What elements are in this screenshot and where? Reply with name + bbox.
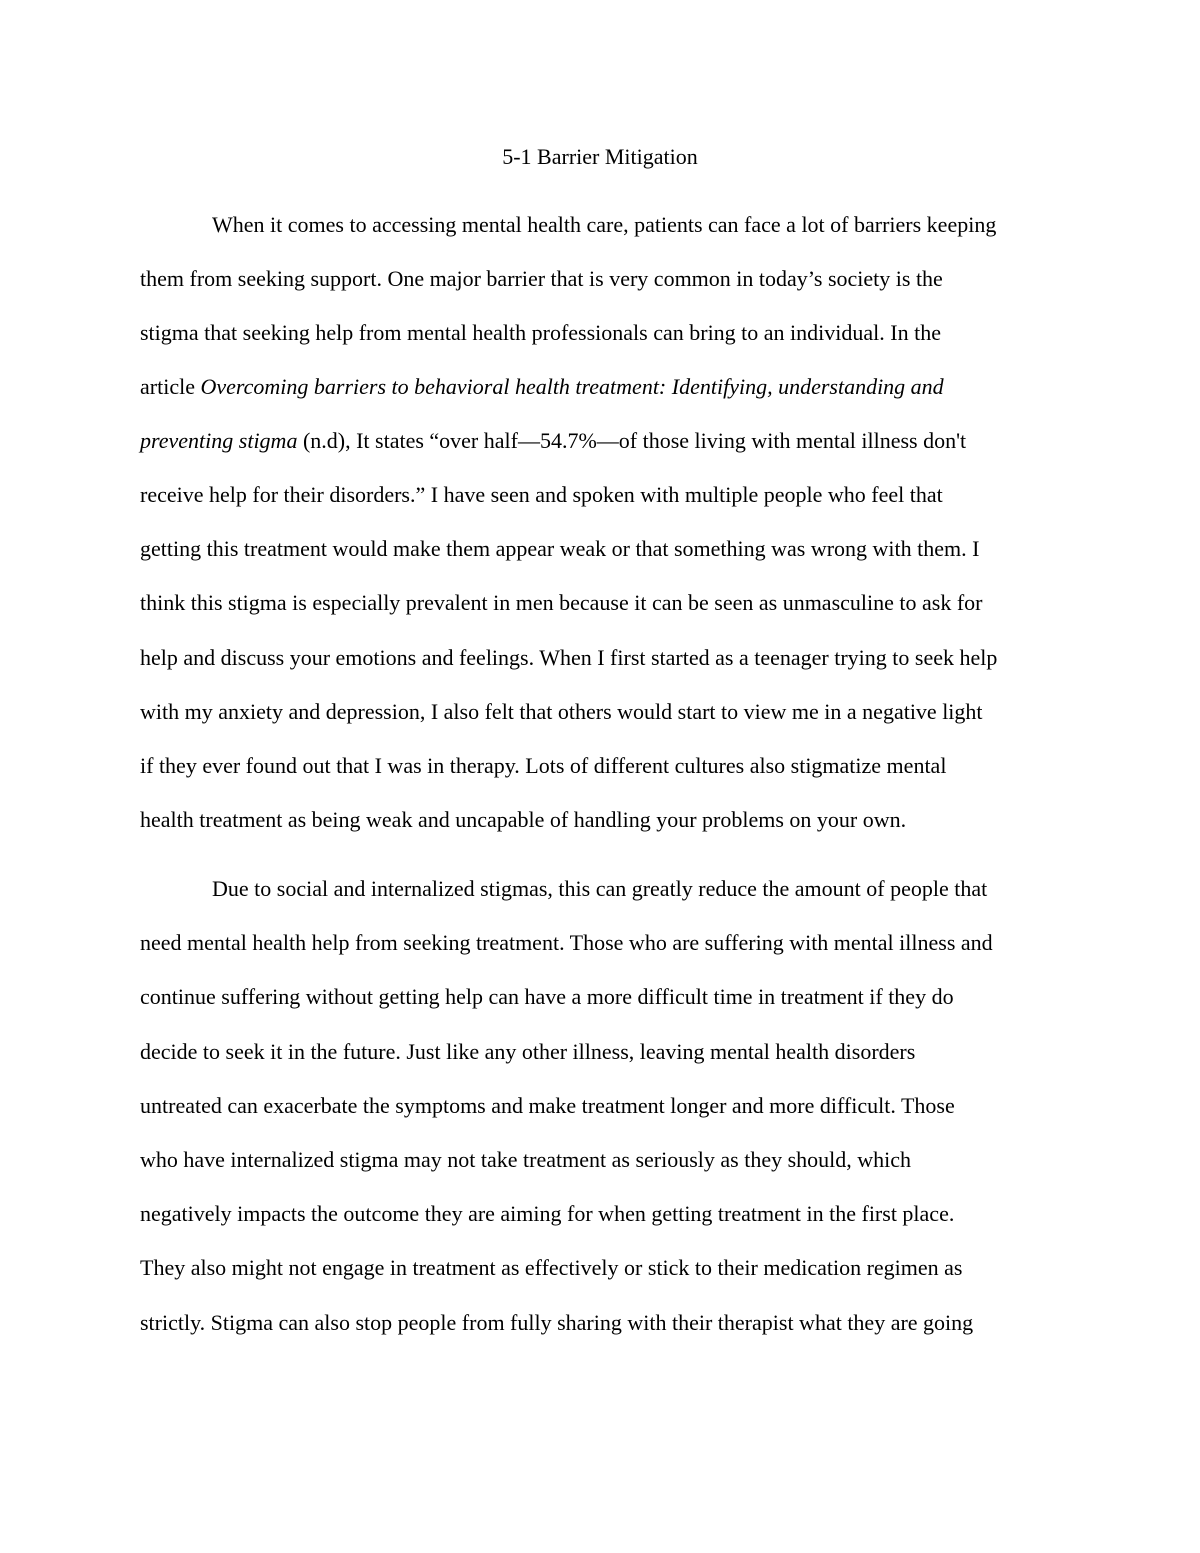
article-prefix: article xyxy=(140,374,201,399)
paragraph-1-line-5 xyxy=(140,424,966,458)
paragraph-2-line-6: who have internalized stigma may not take treatment as seriously as they should, which xyxy=(140,1147,912,1172)
article-title-part-2: preventing stigma xyxy=(140,428,298,453)
paragraph-1-line-8: think this stigma is especially prevalent in men because it can be seen as unmasculine to ask for xyxy=(140,590,983,615)
paragraph-1-line-10: with my anxiety and depression, I also felt that others would start to view me in a negative light xyxy=(140,699,983,724)
article-title-part-1: Overcoming barriers to behavioral health treatment: Identifying, understanding and xyxy=(200,374,944,399)
quote-start: (n.d), It states “over half—54.7%—of those living with mental illness don't xyxy=(297,428,967,453)
paragraph-2-line-9: strictly. Stigma can also stop people from fully sharing with their therapist what they are going xyxy=(140,1310,974,1335)
paragraph-2-line-5: untreated can exacerbate the symptoms and make treatment longer and more difficult. Those xyxy=(140,1093,955,1118)
paragraph-2-line-1: Due to social and internalized stigmas, this can greatly reduce the amount of people that xyxy=(212,876,988,901)
paragraph-1-line-11: if they ever found out that I was in therapy. Lots of different cultures also stigmatize mental xyxy=(140,753,947,778)
paragraph-2-line-4: decide to seek it in the future. Just like any other illness, leaving mental health disorders xyxy=(140,1039,916,1064)
paragraph-1-line-12: health treatment as being weak and uncapable of handling your problems on your own. xyxy=(140,807,907,832)
paragraph-1-line-2: them from seeking support. One major barrier that is very common in today’s society is the xyxy=(140,266,943,291)
paragraph-1-line-9: help and discuss your emotions and feelings. When I first started as a teenager trying to seek help xyxy=(140,645,998,670)
paragraph-2-line-7: negatively impacts the outcome they are aiming for when getting treatment in the first place. xyxy=(140,1201,955,1226)
paragraph-1-line-4 xyxy=(140,370,944,404)
paragraph-2-line-2: need mental health help from seeking treatment. Those who are suffering with mental illness and xyxy=(140,930,993,955)
paragraph-1-line-7: getting this treatment would make them appear weak or that something was wrong with them. I xyxy=(140,536,980,561)
paragraph-1-line-6: receive help for their disorders.” I have seen and spoken with multiple people who feel that xyxy=(140,482,943,507)
paragraph-2-line-8: They also might not engage in treatment as effectively or stick to their medication regimen as xyxy=(140,1255,963,1280)
paragraph-1-line-1: When it comes to accessing mental health care, patients can face a lot of barriers keeping xyxy=(212,212,997,237)
paragraph-2-line-3: continue suffering without getting help can have a more difficult time in treatment if they do xyxy=(140,984,954,1009)
paragraph-1-line-3: stigma that seeking help from mental health professionals can bring to an individual. In the xyxy=(140,320,941,345)
page-title: 5-1 Barrier Mitigation xyxy=(502,144,698,169)
